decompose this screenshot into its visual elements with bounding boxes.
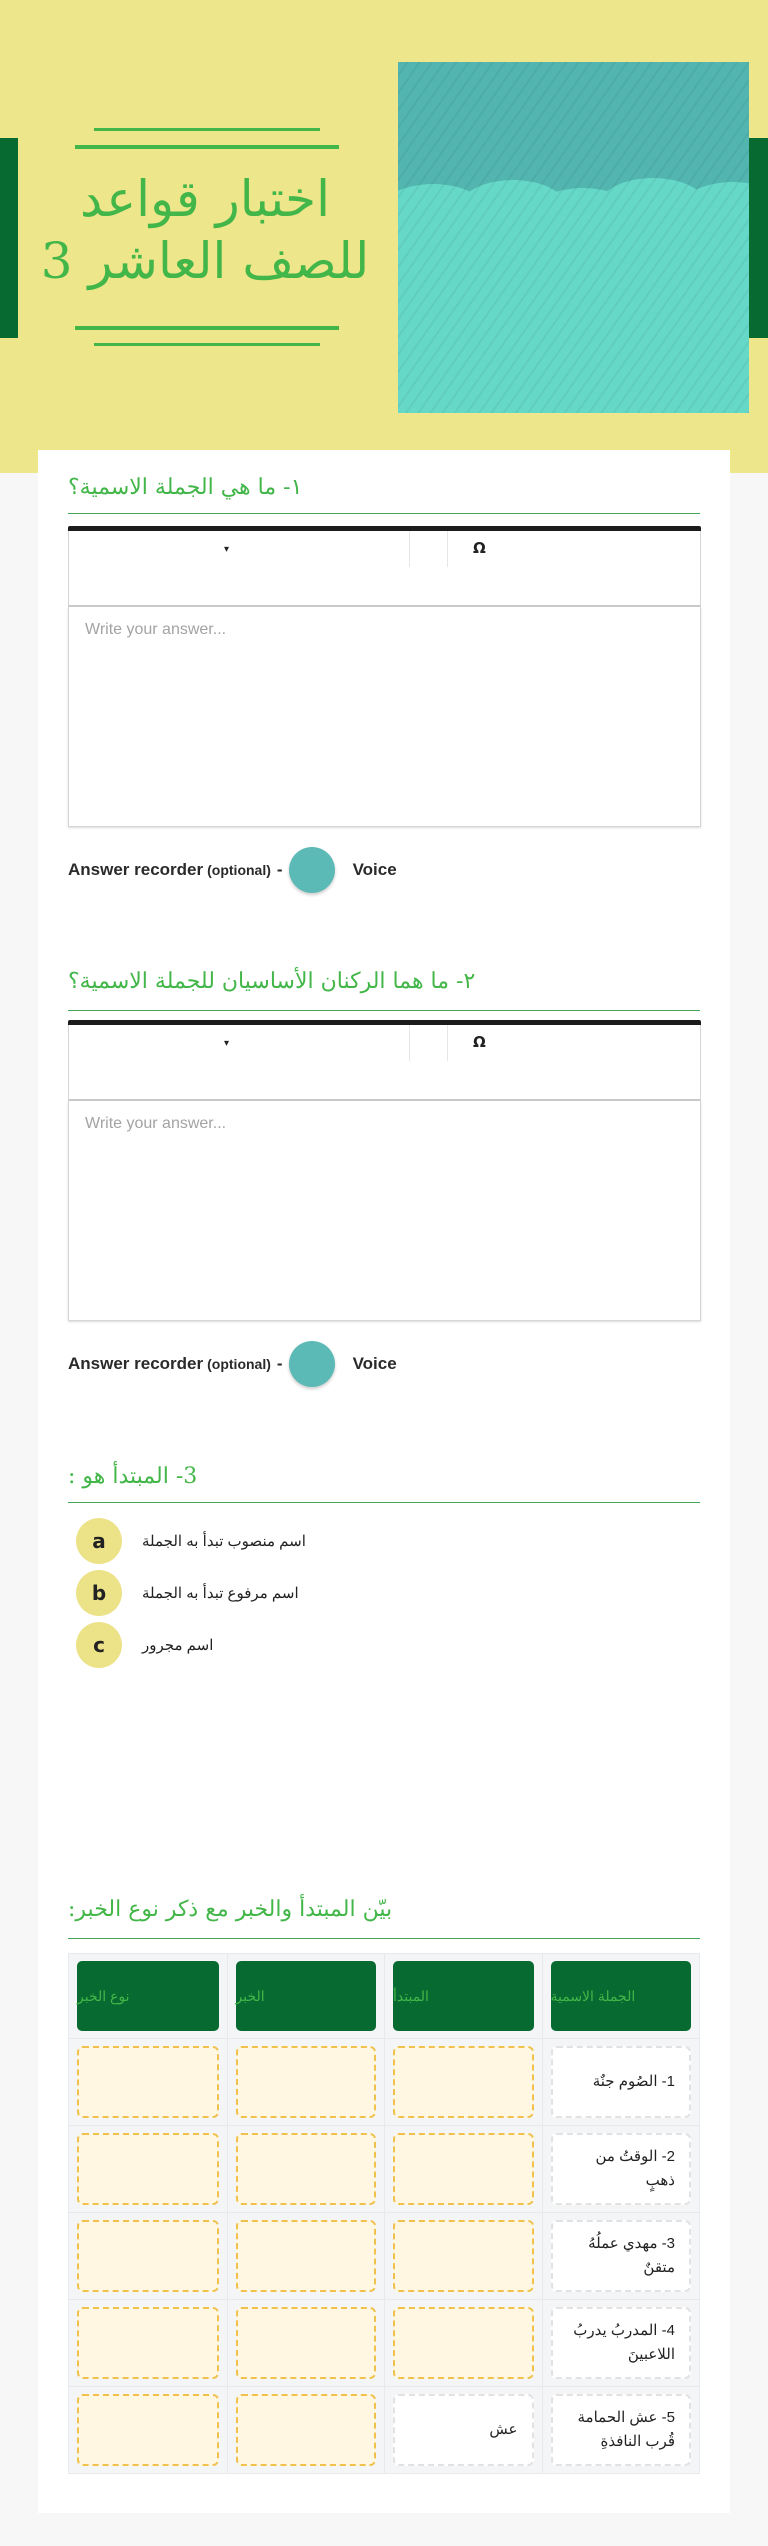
table-row [69,2212,699,2299]
question-1-title: ١- ما هي الجملة الاسمية؟ [68,475,303,500]
predicate-type-drop-zone[interactable] [77,2220,219,2292]
sentence-card: 3- مهدي عملُهُ متقنٌ [551,2220,692,2292]
subject-drop-zone[interactable] [393,2220,534,2292]
header-predicate: الخبر [236,1961,377,2031]
toolbar-divider [447,531,448,567]
font-dropdown-arrow-icon[interactable]: ▾ [224,544,230,555]
toolbar-divider [409,531,410,567]
option-b-badge[interactable]: b [76,1570,122,1616]
right-accent-bar [749,138,768,338]
predicate-drop-zone[interactable] [236,2307,377,2379]
hero-illustration [398,62,749,413]
recorder-optional-label: (optional) [207,1356,271,1372]
table-row [69,2386,699,2473]
predicate-drop-zone[interactable] [236,2133,377,2205]
font-dropdown-arrow-icon[interactable]: ▾ [224,1038,230,1049]
title-line-2: للصف العاشر 3 [40,232,370,290]
question-1-answer-editor [68,526,701,827]
option-b-text[interactable]: اسم مرفوع تبدأ به الجملة [142,1585,299,1602]
question-4-title: بيّن المبتدأ والخبر مع ذكر نوع الخبر: [68,1897,393,1922]
record-voice-button[interactable] [289,1341,335,1387]
hero-banner [0,0,768,473]
question-2-divider [68,1010,700,1011]
question-2-answer-editor [68,1020,701,1321]
drag-drop-table [68,1953,700,2474]
subject-filled-card[interactable]: عش [393,2394,534,2466]
toolbar-divider [409,1025,410,1061]
answer-textarea[interactable]: Write your answer... [68,1101,701,1321]
question-2-answer-recorder [68,1340,397,1388]
voice-label: Voice [352,1354,397,1373]
toolbar-divider [447,1025,448,1061]
title-rule-bottom [75,326,339,330]
table-row [69,2125,699,2212]
answer-textarea[interactable]: Write your answer... [68,607,701,827]
subject-drop-zone[interactable] [393,2046,534,2118]
illustration-stripes [398,62,749,413]
worksheet-card [38,450,730,2513]
sentence-card: 4- المدربُ يدربُ اللاعبينَ [551,2307,692,2379]
sentence-card: 2- الوقتُ من ذهبٍ [551,2133,692,2205]
editor-toolbar [68,1025,701,1101]
recorder-dash: - [276,860,283,879]
predicate-type-drop-zone[interactable] [77,2046,219,2118]
title-rule-top-thin [94,128,320,131]
predicate-type-drop-zone[interactable] [77,2394,219,2466]
predicate-drop-zone[interactable] [236,2394,377,2466]
header-nominal-sentence: الجملة الاسمية [551,1961,692,2031]
predicate-type-drop-zone[interactable] [77,2133,219,2205]
left-accent-bar [0,138,18,338]
option-a-badge[interactable]: a [76,1518,122,1564]
record-voice-button[interactable] [289,847,335,893]
question-4-divider [68,1938,700,1939]
subject-drop-zone[interactable] [393,2133,534,2205]
sentence-card: 1- الصُوم جنٌة [551,2046,692,2118]
option-b[interactable] [76,1569,299,1617]
question-1-answer-recorder [68,846,397,894]
recorder-dash: - [276,1354,283,1373]
option-c[interactable] [76,1621,213,1669]
title-block [20,128,390,348]
question-1-divider [68,513,700,514]
recorder-optional-label: (optional) [207,862,271,878]
option-a-text[interactable]: اسم منصوب تبدأ به الجملة [142,1533,306,1550]
option-a[interactable] [76,1517,306,1565]
header-subject: المبتدأ [393,1961,534,2031]
subject-drop-zone[interactable] [393,2307,534,2379]
predicate-drop-zone[interactable] [236,2046,377,2118]
recorder-label: Answer recorder [68,1354,204,1373]
question-3-divider [68,1502,700,1503]
question-2-title: ٢- ما هما الركنان الأساسيان للجملة الاسمية؟ [68,969,476,994]
title-line-1: اختبار قواعد [80,170,330,228]
option-c-badge[interactable]: c [76,1622,122,1668]
predicate-drop-zone[interactable] [236,2220,377,2292]
table-row [69,2299,699,2386]
page-title [20,168,390,292]
table-header-row [69,1954,699,2038]
question-3-title: 3- المبتدأ هو : [68,1464,198,1489]
special-character-button[interactable]: Ω [473,1033,486,1051]
title-rule-top [75,145,339,149]
editor-toolbar [68,531,701,607]
sentence-card: 5- عش الحمامة قُرب النافذةِ [551,2394,692,2466]
predicate-type-drop-zone[interactable] [77,2307,219,2379]
option-c-text[interactable]: اسم مجرور [142,1637,214,1654]
special-character-button[interactable]: Ω [473,539,486,557]
table-row [69,2038,699,2125]
title-rule-bottom-thin [94,343,320,346]
voice-label: Voice [352,860,397,879]
header-predicate-type: نوع الخبر [77,1961,219,2031]
recorder-label: Answer recorder [68,860,204,879]
